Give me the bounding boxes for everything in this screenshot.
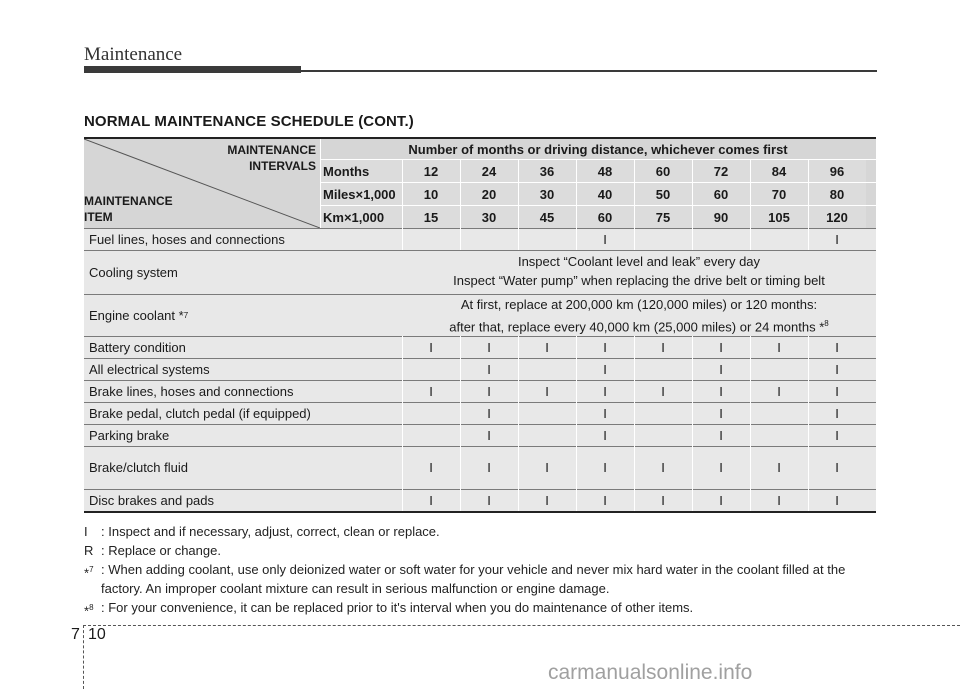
interval-value: 80 <box>808 183 866 205</box>
note-key <box>84 560 94 582</box>
note-text: : Inspect and if necessary, adjust, correct, clean or replace. <box>101 524 440 539</box>
item-span-text <box>402 295 876 336</box>
schedule-mark <box>750 358 808 380</box>
interval-value: 45 <box>518 206 576 228</box>
schedule-mark: I <box>603 492 607 508</box>
schedule-mark: I <box>603 339 607 355</box>
item-span-line-text: after that, replace every 40,000 km (25,000 miles) or 24 months * <box>449 319 825 335</box>
mark-column-divider <box>808 424 809 446</box>
mark-column-divider <box>692 402 693 424</box>
schedule-mark <box>634 402 692 424</box>
mark-column-divider <box>576 489 577 511</box>
page-number: 10 <box>88 626 106 643</box>
mark-column-divider <box>750 228 751 250</box>
header-column-divider <box>634 159 635 228</box>
item-name <box>89 250 178 294</box>
schedule-mark: I <box>487 383 491 399</box>
note-text: : When adding coolant, use only deionized water or soft water for your vehicle and never mix hard water in the coolant filled at the factory. An improper coolant mixture can result in serious malfunction or engine damage. <box>101 562 846 596</box>
header-column-divider <box>320 139 321 228</box>
schedule-mark: I <box>719 383 723 399</box>
interval-value: 20 <box>460 183 518 205</box>
note-key-sup: 7 <box>89 565 94 574</box>
corner-item-label <box>84 193 173 225</box>
interval-value: 30 <box>460 206 518 228</box>
interval-value: 60 <box>576 206 634 228</box>
mark-column-divider <box>634 380 635 402</box>
mark-column-divider <box>750 380 751 402</box>
schedule-mark: I <box>429 383 433 399</box>
header-column-divider <box>518 159 519 228</box>
mark-column-divider <box>518 446 519 489</box>
mark-column-divider <box>634 402 635 424</box>
row-divider <box>84 250 876 251</box>
schedule-mark: I <box>661 492 665 508</box>
corner-item-line1: MAINTENANCE <box>84 194 173 208</box>
watermark: carmanualsonline.info <box>548 661 753 684</box>
interval-value: 120 <box>808 206 866 228</box>
item-span-line <box>402 252 876 271</box>
mark-column-divider <box>518 336 519 358</box>
item-name-text: Cooling system <box>89 264 178 280</box>
schedule-mark <box>750 228 808 250</box>
note-item <box>84 541 884 560</box>
schedule-mark <box>518 424 576 446</box>
schedule-mark <box>634 424 692 446</box>
mark-column-divider <box>576 424 577 446</box>
schedule-mark: I <box>545 492 549 508</box>
schedule-mark: I <box>777 383 781 399</box>
item-span-text <box>402 252 876 290</box>
schedule-mark: I <box>835 231 839 247</box>
mark-column-divider <box>576 402 577 424</box>
interval-value: 24 <box>460 160 518 182</box>
mark-column-divider <box>692 228 693 250</box>
mark-column-divider <box>634 446 635 489</box>
schedule-mark: I <box>603 460 607 475</box>
item-name <box>89 228 285 250</box>
item-name-text: Engine coolant * <box>89 307 184 323</box>
schedule-mark: I <box>661 460 665 475</box>
note-key-text: R <box>84 543 94 558</box>
mark-column-divider <box>750 424 751 446</box>
mark-column-divider <box>576 228 577 250</box>
schedule-mark: I <box>545 383 549 399</box>
item-name-text: Brake/clutch fluid <box>89 460 188 475</box>
interval-row-label: Months <box>320 160 402 182</box>
interval-value: 12 <box>402 160 460 182</box>
item-span-line <box>402 295 876 314</box>
item-span-line-text: At first, replace at 200,000 km (120,000 miles) or 120 months: <box>460 297 818 312</box>
mark-column-divider <box>808 228 809 250</box>
mark-column-divider <box>750 489 751 511</box>
interval-value: 15 <box>402 206 460 228</box>
interval-value: 10 <box>402 183 460 205</box>
interval-value: 84 <box>750 160 808 182</box>
schedule-mark: I <box>429 492 433 508</box>
item-name-text: Brake lines, hoses and connections <box>89 383 294 399</box>
note-item <box>84 522 884 541</box>
schedule-mark: I <box>487 492 491 508</box>
schedule-mark: I <box>835 405 839 421</box>
note-key <box>84 541 93 560</box>
schedule-mark <box>518 358 576 380</box>
schedule-mark: I <box>487 361 491 377</box>
note-key-text: * <box>84 603 90 619</box>
mark-column-divider <box>808 336 809 358</box>
schedule-mark: I <box>545 339 549 355</box>
mark-column-divider <box>518 380 519 402</box>
item-name <box>89 294 188 336</box>
mark-column-divider <box>402 446 403 489</box>
span-footnote-ref: 8 <box>824 319 829 328</box>
page-title: NORMAL MAINTENANCE SCHEDULE (CONT.) <box>84 113 414 130</box>
mark-column-divider <box>576 336 577 358</box>
mark-column-divider <box>518 424 519 446</box>
section-number: 7 <box>71 626 80 643</box>
schedule-mark: I <box>719 361 723 377</box>
schedule-mark: I <box>545 460 549 475</box>
item-name <box>89 358 210 380</box>
note-text: : For your convenience, it can be replaced prior to it's interval when you do maintenance of other items. <box>101 600 694 615</box>
schedule-mark: I <box>487 339 491 355</box>
note-key <box>84 522 88 541</box>
header-column-divider <box>750 159 751 228</box>
mark-column-divider <box>692 424 693 446</box>
schedule-mark: I <box>835 492 839 508</box>
item-name-text: Fuel lines, hoses and connections <box>89 231 285 247</box>
interval-value: 105 <box>750 206 808 228</box>
mark-column-divider <box>808 489 809 511</box>
schedule-mark <box>692 228 750 250</box>
item-span-line <box>402 314 876 336</box>
mark-column-divider <box>402 228 403 250</box>
mark-column-divider <box>808 446 809 489</box>
schedule-mark: I <box>777 460 781 475</box>
schedule-mark <box>402 402 460 424</box>
item-span-line-text: Inspect “Coolant level and leak” every day <box>517 254 761 269</box>
corner-cell <box>84 139 320 228</box>
schedule-mark <box>402 358 460 380</box>
mark-column-divider <box>402 380 403 402</box>
interval-value: 40 <box>576 183 634 205</box>
interval-value: 60 <box>692 183 750 205</box>
interval-row-label: Km×1,000 <box>320 206 402 228</box>
mark-column-divider <box>634 489 635 511</box>
schedule-mark: I <box>661 383 665 399</box>
mark-column-divider <box>576 446 577 489</box>
schedule-mark: I <box>719 405 723 421</box>
item-span-line-text: Inspect “Water pump” when replacing the drive belt or timing belt <box>453 273 825 288</box>
schedule-mark: I <box>835 460 839 475</box>
mark-column-divider <box>518 228 519 250</box>
corner-intervals-label <box>227 142 316 174</box>
notes <box>84 522 884 617</box>
mark-column-divider <box>518 489 519 511</box>
mark-column-divider <box>750 336 751 358</box>
mark-column-divider <box>576 380 577 402</box>
item-name-text: Battery condition <box>89 339 186 355</box>
mark-column-divider <box>460 336 461 358</box>
schedule-mark: I <box>661 339 665 355</box>
item-name-text: Parking brake <box>89 427 170 443</box>
mark-column-divider <box>460 424 461 446</box>
schedule-mark: I <box>835 339 839 355</box>
schedule-mark: I <box>487 460 491 475</box>
schedule-mark: I <box>603 405 607 421</box>
schedule-mark: I <box>777 492 781 508</box>
mark-column-divider <box>808 402 809 424</box>
note-text: : Replace or change. <box>101 543 221 558</box>
mark-column-divider <box>692 336 693 358</box>
header-column-divider <box>460 159 461 228</box>
mark-column-divider <box>402 402 403 424</box>
mark-column-divider <box>750 402 751 424</box>
mark-column-divider <box>808 358 809 380</box>
schedule-mark: I <box>719 492 723 508</box>
span-header: Number of months or driving distance, whichever comes first <box>320 139 876 159</box>
note-item <box>84 560 884 598</box>
schedule-mark <box>750 402 808 424</box>
schedule-mark <box>460 228 518 250</box>
mark-column-divider <box>460 380 461 402</box>
interval-value: 36 <box>518 160 576 182</box>
interval-value: 90 <box>692 206 750 228</box>
schedule-mark <box>402 228 460 250</box>
mark-column-divider <box>692 380 693 402</box>
schedule-mark <box>634 228 692 250</box>
interval-value: 70 <box>750 183 808 205</box>
mark-column-divider <box>750 358 751 380</box>
schedule-mark: I <box>835 361 839 377</box>
mark-column-divider <box>402 358 403 380</box>
schedule-mark: I <box>603 361 607 377</box>
mark-column-divider <box>634 424 635 446</box>
interval-value: 96 <box>808 160 866 182</box>
header-rule-thick <box>84 66 301 73</box>
mark-column-divider <box>460 446 461 489</box>
schedule-mark: I <box>603 383 607 399</box>
header-column-divider <box>692 159 693 228</box>
item-name-text: Disc brakes and pads <box>89 492 215 508</box>
corner-intervals-line1: MAINTENANCE <box>227 143 316 157</box>
corner-intervals-line2: INTERVALS <box>249 159 316 173</box>
note-item <box>84 598 884 617</box>
mark-column-divider <box>750 446 751 489</box>
mark-column-divider <box>634 228 635 250</box>
table-bottom-border <box>84 511 876 513</box>
mark-column-divider <box>402 336 403 358</box>
footer-rule <box>83 625 960 626</box>
mark-column-divider <box>518 402 519 424</box>
mark-column-divider <box>460 228 461 250</box>
item-name-text: All electrical systems <box>89 361 210 377</box>
schedule-mark: I <box>487 405 491 421</box>
schedule-mark <box>402 424 460 446</box>
mark-column-divider <box>576 358 577 380</box>
schedule-mark: I <box>487 427 491 443</box>
interval-value: 75 <box>634 206 692 228</box>
interval-value: 48 <box>576 160 634 182</box>
maintenance-table <box>84 137 876 513</box>
mark-column-divider <box>402 424 403 446</box>
schedule-mark <box>634 358 692 380</box>
note-key-text: * <box>84 565 90 581</box>
schedule-mark: I <box>777 339 781 355</box>
corner-item-line2: ITEM <box>84 210 113 224</box>
mark-column-divider <box>634 358 635 380</box>
item-name <box>89 424 169 446</box>
interval-value: 50 <box>634 183 692 205</box>
mark-column-divider <box>692 358 693 380</box>
mark-column-divider <box>634 336 635 358</box>
schedule-mark <box>750 424 808 446</box>
mark-column-divider <box>808 380 809 402</box>
schedule-mark: I <box>603 427 607 443</box>
mark-column-divider <box>518 358 519 380</box>
item-name <box>89 402 311 424</box>
schedule-mark: I <box>719 427 723 443</box>
interval-value: 60 <box>634 160 692 182</box>
mark-column-divider <box>692 446 693 489</box>
item-name <box>89 336 186 358</box>
schedule-mark: I <box>429 339 433 355</box>
schedule-mark: I <box>719 339 723 355</box>
item-footnote-ref: 7 <box>183 310 189 320</box>
header-rule-thin <box>301 70 877 72</box>
schedule-mark: I <box>835 383 839 399</box>
item-name <box>89 380 294 402</box>
mark-column-divider <box>460 402 461 424</box>
schedule-mark <box>518 402 576 424</box>
item-span-line <box>402 271 876 290</box>
item-name-text: Brake pedal, clutch pedal (if equipped) <box>89 405 311 421</box>
header-column-divider <box>402 159 403 228</box>
mark-column-divider <box>460 489 461 511</box>
note-key <box>84 598 94 620</box>
interval-row-label: Miles×1,000 <box>320 183 402 205</box>
interval-value: 72 <box>692 160 750 182</box>
schedule-mark: I <box>429 460 433 475</box>
note-key-sup: 8 <box>89 603 94 612</box>
item-name <box>89 446 188 489</box>
schedule-mark: I <box>835 427 839 443</box>
interval-value: 30 <box>518 183 576 205</box>
section-header: Maintenance <box>84 44 183 65</box>
footer-divider <box>83 625 84 689</box>
header-column-divider <box>576 159 577 228</box>
header-column-divider <box>808 159 809 228</box>
item-name <box>89 489 214 511</box>
schedule-mark <box>518 228 576 250</box>
schedule-mark: I <box>603 231 607 247</box>
mark-column-divider <box>692 489 693 511</box>
mark-column-divider <box>402 489 403 511</box>
note-key-text: I <box>84 524 88 539</box>
schedule-mark: I <box>719 460 723 475</box>
mark-column-divider <box>460 358 461 380</box>
